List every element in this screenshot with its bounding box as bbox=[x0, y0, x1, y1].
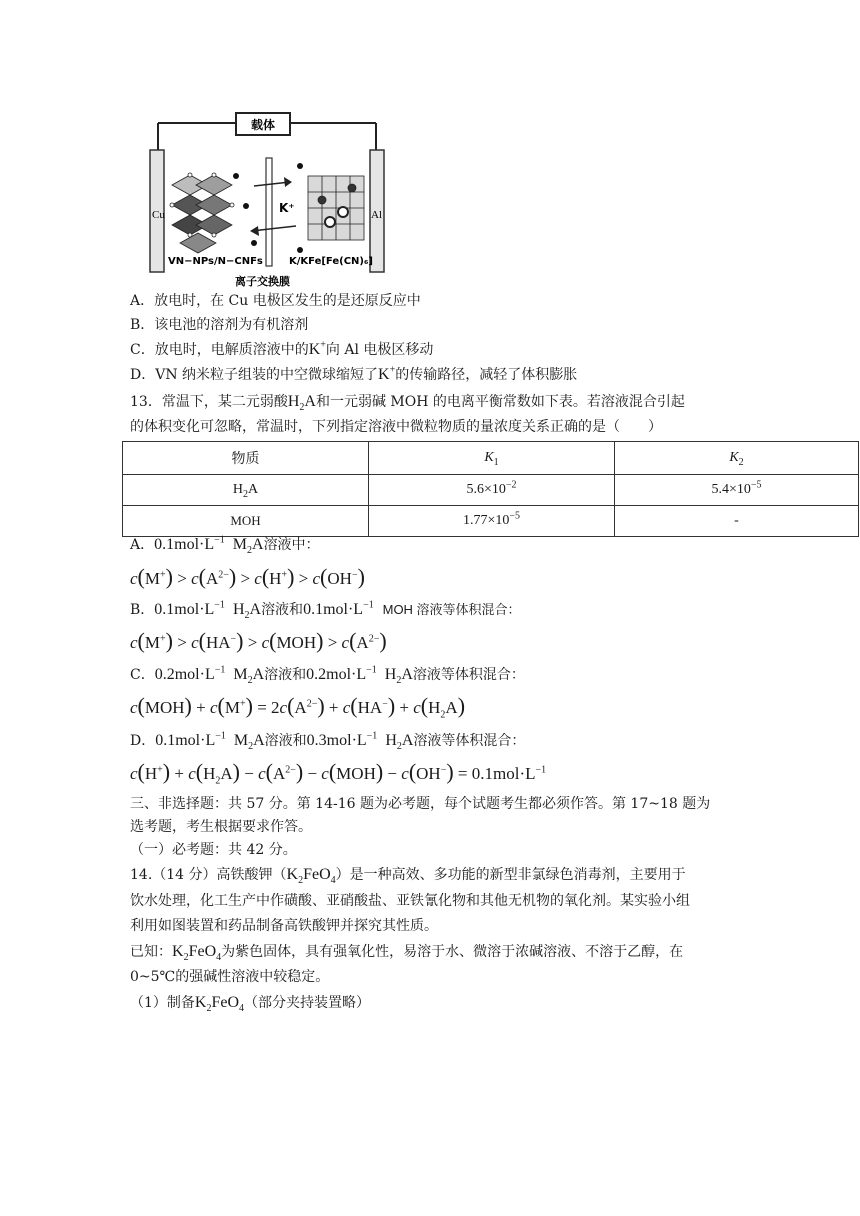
carrier-label: 载体 bbox=[250, 118, 276, 132]
q14-part1: （1）制备$K_2FeO_4$（部分夹持装置略） bbox=[130, 994, 371, 1015]
q14-line1: 14.（14 分）高铁酸钾$(K_2FeO_4)$是一种高效、多功能的新型非氯绿色消毒剂，主要用于 bbox=[130, 866, 686, 887]
q13-option-c: C．$0.2mol\cdot L^{-1}$ $M_2A$溶液和$0.2mol\cdot L^{-1}$ $H_2A$溶液等体积混合： bbox=[130, 664, 525, 687]
q13-option-b: B．$0.1mol\cdot L^{-1}$ $H_2A$溶液和$0.1mol\cdot L^{-1}$ MOH 溶液等体积混合： bbox=[130, 599, 521, 622]
formula-a: $c(M^+) > c(A^{2-}) > c(H^+) > c(OH^-)$ bbox=[130, 564, 365, 589]
q14-line5: 0~5℃的强碱性溶液中较稳定。 bbox=[130, 969, 330, 985]
table-cell: $5.6\times 10^{-2}$ bbox=[369, 475, 615, 506]
prussian-blue-lattice-icon bbox=[308, 176, 364, 240]
left-material-label: VN−NPs/N−CNFs bbox=[168, 256, 263, 267]
q12-option-c: C．放电时，电解质溶液中的K+向 Al 电极区移动 bbox=[130, 339, 434, 358]
table-header-cell: 物质 bbox=[123, 442, 369, 475]
constants-table bbox=[122, 441, 859, 537]
right-material-label: K/KFe[Fe(CN)₆] bbox=[289, 256, 373, 267]
q14-line2: 饮水处理，化工生产中作磺酸、亚硝酸盐、亚铁氰化物和其他无机物的氧化剂。某实验小组 bbox=[130, 893, 690, 909]
required-section-heading: （一）必考题：共 42 分。 bbox=[130, 842, 297, 858]
table-cell: MOH bbox=[123, 506, 369, 537]
table-cell: $H_2A$ bbox=[123, 475, 369, 506]
q12-option-b: B．该电池的溶剂为有机溶剂 bbox=[130, 317, 309, 333]
table-cell: $5.4\times 10^{-5}$ bbox=[615, 475, 859, 506]
k-ion-label: K⁺ bbox=[279, 201, 295, 215]
table-row bbox=[123, 506, 859, 537]
cu-label: Cu bbox=[152, 209, 165, 221]
vn-lattice-icon bbox=[170, 173, 234, 253]
q13-option-a: A．$0.1mol\cdot L^{-1}$ $M_2A$溶液中： bbox=[130, 534, 320, 557]
formula-d: $c(H^+) + c(H_2A) - c(A^{2-}) - c(MOH) - c(OH^-) = 0.1mol\cdot L^{-1}$ bbox=[130, 759, 547, 787]
q13-option-d: D．$0.1mol\cdot L^{-1}$ $M_2A$溶液和$0.3mol\cdot L^{-1}$ $H_2A$溶液等体积混合： bbox=[130, 730, 526, 753]
table-cell: $1.77\times 10^{-5}$ bbox=[369, 506, 615, 537]
table-header-cell: $K_2$ bbox=[615, 442, 859, 475]
section-three-line2: 选考题，考生根据要求作答。 bbox=[130, 819, 312, 835]
table-header-cell: $K_1$ bbox=[369, 442, 615, 475]
q14-line4: 已知：$K_2FeO_4$为紫色固体，具有强氧化性，易溶于水、微溶于浓碱溶液、不溶于乙醇，在 bbox=[130, 943, 684, 964]
q12-option-a: A．放电时，在 Cu 电极区发生的是还原反应中 bbox=[130, 293, 421, 309]
q12-option-d: D．VN 纳米粒子组装的中空微球缩短了K+的传输路径，减轻了体积膨胀 bbox=[130, 364, 578, 383]
table-header-row bbox=[123, 442, 859, 475]
battery-diagram-figure bbox=[0, 0, 860, 300]
table-cell: - bbox=[615, 506, 859, 537]
section-three-line1: 三、非选择题：共 57 分。第 14-16 题为必考题，每个试题考生都必须作答。第 17~18 题为 bbox=[130, 796, 711, 812]
q14-line3: 利用如图装置和药品制备高铁酸钾并探究其性质。 bbox=[130, 918, 438, 934]
membrane-label: 离子交换膜 bbox=[235, 275, 290, 288]
q13-stem-line1: 13．常温下，某二元弱酸$H_2A$和一元弱碱 MOH 的电离平衡常数如下表。若溶液混合引起 bbox=[130, 393, 685, 414]
ion-exchange-membrane bbox=[266, 158, 272, 266]
formula-c: $c(MOH) + c(M^+) = 2c(A^{2-}) + c(HA^-) + c(H_2A)$ bbox=[130, 693, 466, 721]
formula-b: $c(M^+) > c(HA^-) > c(MOH) > c(A^{2-})$ bbox=[130, 628, 387, 653]
q13-stem-line2: 的体积变化可忽略，常温时，下列指定溶液中微粒物质的量浓度关系正确的是（ ） bbox=[130, 419, 662, 435]
al-label: Al bbox=[371, 209, 382, 221]
table-row bbox=[123, 475, 859, 506]
